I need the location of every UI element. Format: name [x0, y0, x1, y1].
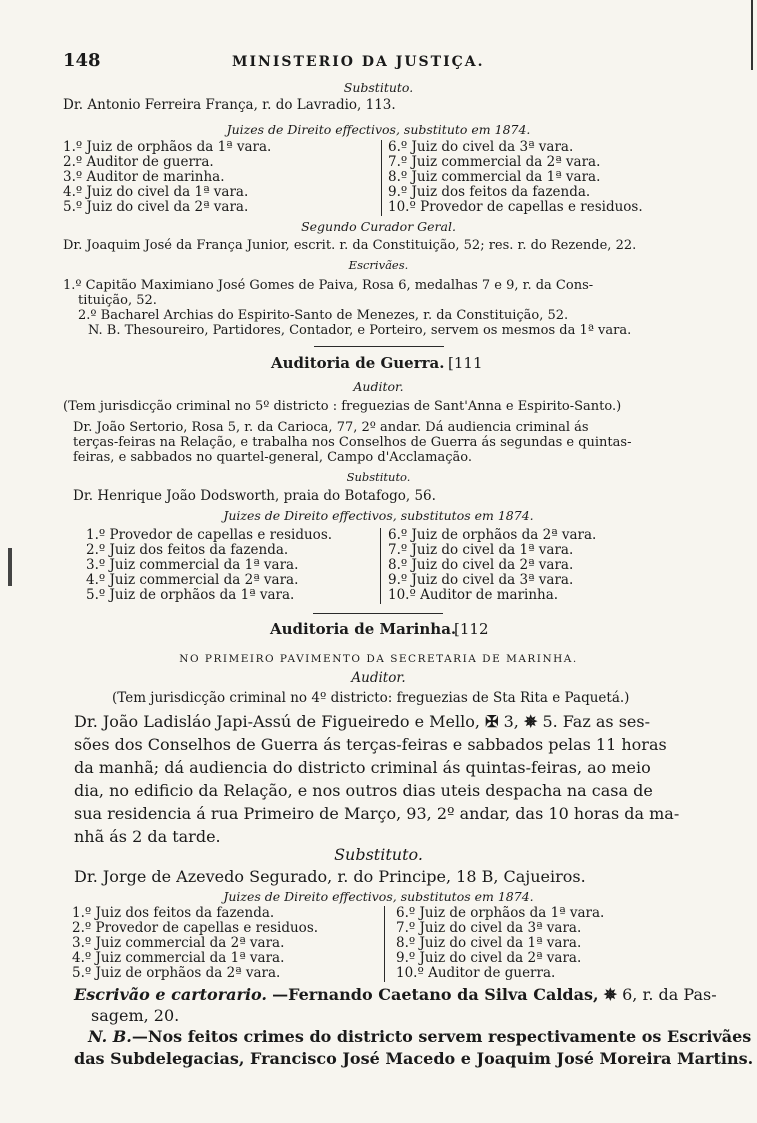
column-divider: [380, 528, 381, 604]
auditor-entry-cont: feiras, e sabbados no quartel-general, Campo d'Acclamação.: [73, 450, 472, 465]
auditor-entry-cont: terças-feiras na Relação, e trabalha nos Conselhos de Guerra ás segundas e quintas-: [73, 435, 632, 450]
escrivaes-label: Escrivães.: [348, 258, 409, 272]
list-item: 3.º Auditor de marinha.: [63, 169, 225, 185]
escrivao-name: —Fernando Caetano da Silva Caldas,: [272, 985, 599, 1004]
list-item: 8.º Juiz do civel da 1ª vara.: [396, 935, 582, 951]
auditor-label: Auditor.: [353, 379, 404, 394]
substituto-label: Substituto.: [343, 80, 414, 95]
section-title-marinha: Auditoria de Marinha.: [270, 620, 457, 638]
section-divider: [314, 346, 444, 347]
list-item: 1.º Provedor de capellas e residuos.: [86, 527, 333, 543]
column-divider: [384, 906, 385, 982]
auditor-label: Auditor.: [351, 670, 406, 686]
list-item: 5.º Juiz de orphãos da 2ª vara.: [72, 965, 281, 981]
list-item: 8.º Juiz commercial da 1ª vara.: [388, 169, 601, 185]
section-ref: [111: [448, 354, 483, 372]
page-edge-mark: [751, 0, 753, 70]
list-item: 9.º Juiz do civel da 2ª vara.: [396, 950, 582, 966]
order-count: 3,: [503, 712, 519, 731]
paragraph-line: da manhã; dá audiencia do districto criminal ás quintas-feiras, ao meio: [74, 758, 651, 777]
list-item: 2.º Juiz dos feitos da fazenda.: [86, 542, 289, 558]
substituto-label: Substituto.: [346, 470, 411, 484]
nota-bene: N. B. Thesoureiro, Partidores, Contador, e Porteiro, servem os mesmos da 1ª vara.: [88, 323, 632, 338]
list-item: 6.º Juiz de orphãos da 1ª vara.: [396, 905, 605, 921]
order-star-icon: ✵: [603, 985, 618, 1004]
list-item: 10.º Auditor de marinha.: [388, 587, 559, 603]
list-item: 7.º Juiz do civel da 1ª vara.: [388, 542, 574, 558]
jurisdiction-note: (Tem jurisdicção criminal no 4º districto: freguezias de Sta Rita e Paquetá.): [112, 690, 630, 706]
list-item: 10.º Auditor de guerra.: [396, 965, 556, 981]
list-item: 5.º Juiz do civel da 2ª vara.: [63, 199, 249, 215]
escrivao-address: 6, r. da Pas-: [622, 985, 717, 1004]
list-item: 2.º Auditor de guerra.: [63, 154, 214, 170]
nota-bene: [88, 1029, 751, 1045]
paragraph-line: dia, no edificio da Relação, e nos outros dias uteis despacha na casa de: [74, 781, 653, 800]
list-item: 3.º Juiz commercial da 1ª vara.: [86, 557, 299, 573]
escrivao-entry: 1.º Capitão Maximiano José Gomes de Paiva, Rosa 6, medalhas 7 e 9, r. da Cons-: [63, 278, 594, 293]
section-divider: [313, 613, 443, 614]
auditor-paragraph: [74, 714, 650, 730]
substituto-label: Substituto.: [334, 845, 423, 864]
list-item: 4.º Juiz commercial da 2ª vara.: [86, 572, 299, 588]
nota-bene-cont: das Subdelegacias, Francisco José Macedo e Joaquim José Moreira Martins.: [74, 1049, 754, 1068]
escrivao-entry-cont: sagem, 20.: [91, 1006, 180, 1025]
page-number: 148: [63, 50, 101, 71]
curador-label: Segundo Curador Geral.: [301, 219, 456, 234]
list-item: 9.º Juiz do civel da 3ª vara.: [388, 572, 574, 588]
list-item: 10.º Provedor de capellas e residuos.: [388, 199, 643, 215]
list-item: 9.º Juiz dos feitos da fazenda.: [388, 184, 591, 200]
page-title: MINISTERIO DA JUSTIÇA.: [232, 54, 485, 70]
escrivao-label: Escrivão e cartorario.: [74, 985, 267, 1004]
substituto-name: Dr. Henrique João Dodsworth, praia do Botafogo, 56.: [73, 488, 436, 504]
list-item: 8.º Juiz do civel da 2ª vara.: [388, 557, 574, 573]
nb-label: N. B.: [88, 1027, 132, 1046]
paragraph-line: sões dos Conselhos de Guerra ás terças-feiras e sabbados pelas 11 horas: [74, 735, 667, 754]
list-item: 1.º Juiz de orphãos da 1ª vara.: [63, 139, 272, 155]
list-item: 1.º Juiz dos feitos da fazenda.: [72, 905, 275, 921]
substituto-name: Dr. Jorge de Azevedo Segurado, r. do Principe, 18 B, Cajueiros.: [74, 867, 586, 886]
list-item: 3.º Juiz commercial da 2ª vara.: [72, 935, 285, 951]
location-note: NO PRIMEIRO PAVIMENTO DA SECRETARIA DE MARINHA.: [179, 653, 578, 665]
order-count-text: 5. Faz as ses-: [542, 712, 650, 731]
list-item: 4.º Juiz commercial da 1ª vara.: [72, 950, 285, 966]
auditor-entry: Dr. João Sertorio, Rosa 5, r. da Carioca, 77, 2º andar. Dá audiencia criminal ás: [73, 420, 589, 435]
list-item: 7.º Juiz do civel da 3ª vara.: [396, 920, 582, 936]
order-star-icon: ✵: [523, 712, 538, 731]
paragraph-line: sua residencia á rua Primeiro de Março, 93, 2º andar, das 10 horas da ma-: [74, 804, 680, 823]
order-cross-icon: ✠: [485, 712, 499, 731]
list-item: 4.º Juiz do civel da 1ª vara.: [63, 184, 249, 200]
auditor-name-text: Dr. João Ladisláo Japi-Assú de Figueiredo e Mello,: [74, 712, 480, 731]
juizes-heading: Juizes de Direito effectivos, substitutos em 1874.: [223, 889, 534, 904]
escrivao-entry-cont: tituição, 52.: [78, 293, 157, 308]
list-item: 5.º Juiz de orphãos da 1ª vara.: [86, 587, 295, 603]
list-item: 6.º Juiz do civel da 3ª vara.: [388, 139, 574, 155]
paragraph-line: nhã ás 2 da tarde.: [74, 827, 221, 846]
jurisdiction-note: (Tem jurisdicção criminal no 5º districto : freguezias de Sant'Anna e Espirito-Santo.): [63, 399, 622, 414]
list-item: 7.º Juiz commercial da 2ª vara.: [388, 154, 601, 170]
juizes-heading: Juizes de Direito effectivos, substituto em 1874.: [226, 122, 531, 137]
ink-blot: [8, 548, 12, 586]
list-item: 6.º Juiz de orphãos da 2ª vara.: [388, 527, 597, 543]
section-ref: [112: [454, 620, 489, 638]
juizes-heading: Juizes de Direito effectivos, substitutos em 1874.: [223, 508, 534, 523]
section-title-guerra: Auditoria de Guerra.: [271, 354, 445, 372]
nb-text: —Nos feitos crimes do districto servem respectivamente os Escrivães: [131, 1027, 752, 1046]
substituto-name: Dr. Antonio Ferreira França, r. do Lavradio, 113.: [63, 97, 396, 113]
curador-name: Dr. Joaquim José da França Junior, escrit. r. da Constituição, 52; res. r. do Rezende, 22.: [63, 238, 637, 253]
escrivao-entry: 2.º Bacharel Archias do Espirito-Santo de Menezes, r. da Constituição, 52.: [78, 308, 569, 323]
escrivao-entry: [74, 987, 717, 1003]
list-item: 2.º Provedor de capellas e residuos.: [72, 920, 319, 936]
column-divider: [381, 140, 382, 216]
